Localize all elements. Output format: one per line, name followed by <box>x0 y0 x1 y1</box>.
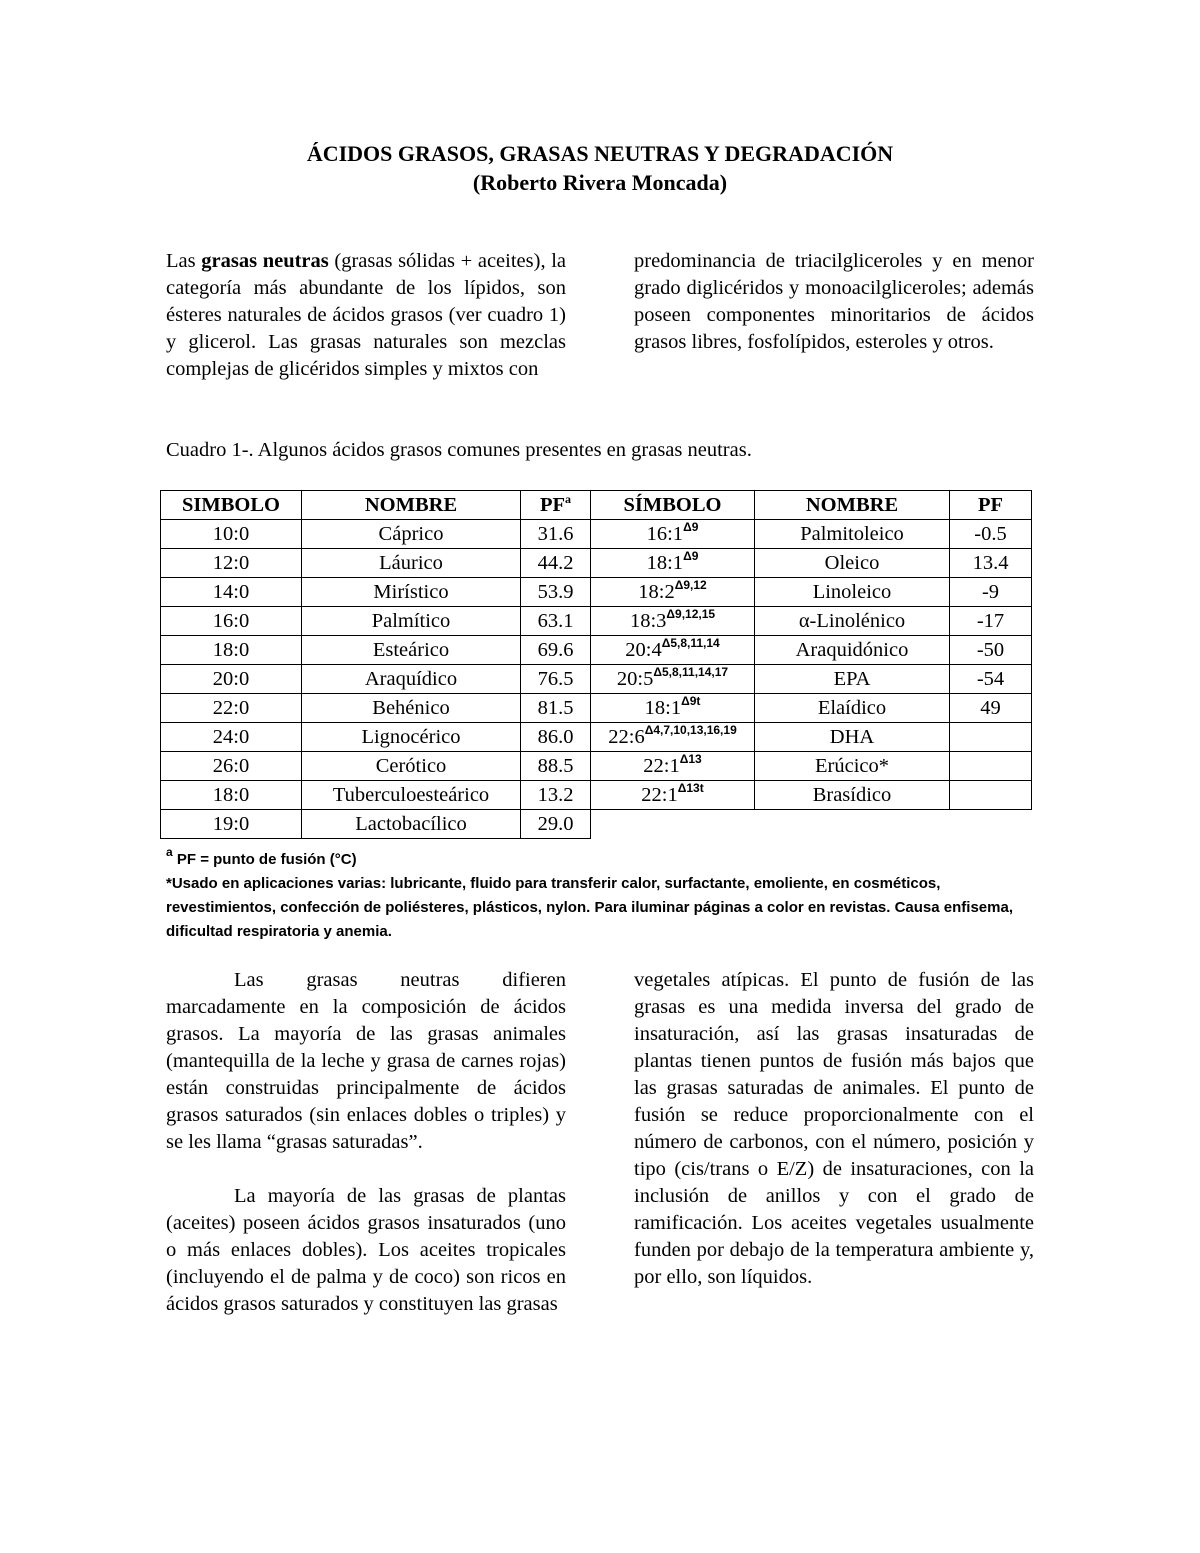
symbol-text: 20:5 <box>616 668 654 690</box>
symbol-cell <box>591 694 755 723</box>
symbol-cell: 10:0 <box>161 520 302 549</box>
header-symbol-right: SÍMBOLO <box>591 491 755 520</box>
pf-cell: 86.0 <box>521 723 591 752</box>
double-bond-position: Δ9,12,15 <box>666 607 716 621</box>
table-row <box>161 578 1032 607</box>
symbol-text: 22:6 <box>608 726 645 748</box>
symbol-cell <box>591 752 755 781</box>
name-cell: Láurico <box>302 549 521 578</box>
pf-cell: 13.4 <box>950 549 1032 578</box>
intro-paragraph <box>166 248 566 383</box>
symbol-cell <box>591 781 755 810</box>
intro-text-start: Las <box>166 250 196 272</box>
intro-paragraph-continued: predominancia de triacilgliceroles y en menor grado diglicéridos y monoacilgliceroles; además poseen componentes minoritarios de ácidos grasos libres, fosfolípidos, esteroles y otros. <box>634 250 1034 353</box>
double-bond-position: Δ13t <box>677 781 704 795</box>
symbol-cell: 16:0 <box>161 607 302 636</box>
symbol-text: 18:2 <box>638 581 675 603</box>
header-pf-left <box>521 491 591 520</box>
symbol-text: 20:4 <box>625 639 662 661</box>
table-row <box>161 781 1032 810</box>
empty-cell <box>591 810 1032 839</box>
table-row <box>161 752 1032 781</box>
paragraph-gap <box>166 1156 566 1183</box>
name-cell: Cerótico <box>302 752 521 781</box>
double-bond-position: Δ13 <box>679 752 702 766</box>
name-cell: Elaídico <box>755 694 950 723</box>
symbol-cell: 12:0 <box>161 549 302 578</box>
double-bond-position: Δ9,12 <box>674 578 707 592</box>
name-cell: Araquídico <box>302 665 521 694</box>
symbol-cell <box>591 549 755 578</box>
table-row <box>161 723 1032 752</box>
footnote-pf <box>166 845 1046 872</box>
symbol-text: 22:1 <box>641 784 678 806</box>
double-bond-position: Δ9 <box>683 520 699 534</box>
name-cell: EPA <box>755 665 950 694</box>
pf-cell: -0.5 <box>950 520 1032 549</box>
footnote-pf-text: PF = punto de fusión (°C) <box>176 851 357 868</box>
symbol-cell: 18:0 <box>161 781 302 810</box>
symbol-text: 16:1 <box>646 523 684 545</box>
name-cell: DHA <box>755 723 950 752</box>
double-bond-position: Δ4,7,10,13,16,19 <box>644 723 737 737</box>
pf-cell: 81.5 <box>521 694 591 723</box>
table-row <box>161 607 1032 636</box>
pf-cell: 49 <box>950 694 1032 723</box>
footnote-mark: a <box>166 845 173 859</box>
pf-cell <box>950 781 1032 810</box>
name-cell: Cáprico <box>302 520 521 549</box>
name-cell: Tuberculoesteárico <box>302 781 521 810</box>
body-column-left <box>166 967 566 1318</box>
double-bond-position: Δ9t <box>681 694 701 708</box>
symbol-cell: 18:0 <box>161 636 302 665</box>
intro-column-right <box>634 248 1034 356</box>
intro-column-left <box>166 248 566 383</box>
pf-cell: -50 <box>950 636 1032 665</box>
pf-cell <box>950 752 1032 781</box>
table-header-row <box>161 491 1032 520</box>
pf-cell: 63.1 <box>521 607 591 636</box>
name-cell: Oleico <box>755 549 950 578</box>
header-pf-text: PF <box>539 494 566 516</box>
symbol-cell: 14:0 <box>161 578 302 607</box>
pf-cell: 53.9 <box>521 578 591 607</box>
symbol-cell <box>591 520 755 549</box>
symbol-cell: 20:0 <box>161 665 302 694</box>
name-cell: Palmitoleico <box>755 520 950 549</box>
fatty-acids-table <box>160 490 1032 839</box>
symbol-text: 18:1 <box>644 697 682 719</box>
symbol-text: 18:3 <box>629 610 667 632</box>
pf-cell: -9 <box>950 578 1032 607</box>
name-cell: Lignocérico <box>302 723 521 752</box>
double-bond-position: Δ5,8,11,14 <box>661 636 720 650</box>
table-caption: Cuadro 1-. Algunos ácidos grasos comunes presentes en grasas neutras. <box>166 439 752 461</box>
double-bond-position: Δ9 <box>683 549 699 563</box>
symbol-cell: 19:0 <box>161 810 302 839</box>
table-body <box>161 520 1032 839</box>
body-paragraph: La mayoría de las grasas de plantas (aceites) poseen ácidos grasos insaturados (uno o más enlaces dobles). Los aceites tropicales (incluyendo el de palma y de coco) son ricos en ácidos grasos saturados y constituyen las grasas <box>166 1185 566 1315</box>
symbol-cell: 24:0 <box>161 723 302 752</box>
table-row <box>161 636 1032 665</box>
name-cell: Behénico <box>302 694 521 723</box>
symbol-cell <box>591 578 755 607</box>
body-column-right <box>634 967 1034 1291</box>
symbol-cell <box>591 607 755 636</box>
name-cell: Mirístico <box>302 578 521 607</box>
name-cell: Linoleico <box>755 578 950 607</box>
header-name-left: NOMBRE <box>302 491 521 520</box>
header-pf-right: PF <box>950 491 1032 520</box>
document-author: (Roberto Rivera Moncada) <box>472 170 728 195</box>
name-cell: Araquidónico <box>755 636 950 665</box>
table-row <box>161 520 1032 549</box>
document-title: ÁCIDOS GRASOS, GRASAS NEUTRAS Y DEGRADACIÓN <box>306 141 894 166</box>
symbol-cell: 26:0 <box>161 752 302 781</box>
pf-cell: 88.5 <box>521 752 591 781</box>
symbol-cell: 22:0 <box>161 694 302 723</box>
name-cell: Palmítico <box>302 607 521 636</box>
pf-cell: 76.5 <box>521 665 591 694</box>
symbol-cell <box>591 636 755 665</box>
name-cell: Brasídico <box>755 781 950 810</box>
double-bond-position: Δ5,8,11,14,17 <box>653 665 729 679</box>
pf-cell <box>950 723 1032 752</box>
table-row <box>161 810 1032 839</box>
pf-cell: 29.0 <box>521 810 591 839</box>
name-cell: Lactobacílico <box>302 810 521 839</box>
intro-text-rest: (grasas sólidas + aceites), la categoría más abundante de los lípidos, son ésteres naturales de ácidos grasos (ver cuadro 1) y glicerol. Las grasas naturales son mezclas complejas de glicéridos simples y mixtos con <box>166 250 567 380</box>
pf-cell: 44.2 <box>521 549 591 578</box>
table-row <box>161 694 1032 723</box>
symbol-text: 22:1 <box>643 755 680 777</box>
table-row <box>161 549 1032 578</box>
footnote-erucic: *Usado en aplicaciones varias: lubricante, fluido para transferir calor, surfactante, emoliente, en cosméticos, revestimientos, confección de poliésteres, plásticos, nylon. Para iluminar páginas a color en revistas. Causa enfisema, dificultad respiratoria y anemia. <box>166 875 1013 940</box>
pf-cell: 31.6 <box>521 520 591 549</box>
name-cell: Erúcico* <box>755 752 950 781</box>
symbol-text: 18:1 <box>646 552 684 574</box>
table-row <box>161 665 1032 694</box>
body-paragraph: Las grasas neutras difieren marcadamente en la composición de ácidos grasos. La mayoría de las grasas animales (mantequilla de la leche y grasa de carnes rojas) están construidas principalmente de ácidos grasos saturados (sin enlaces dobles o triples) y se les llama “grasas saturadas”. <box>166 969 566 1153</box>
footnote-mark: a <box>565 492 572 506</box>
body-paragraph: vegetales atípicas. El punto de fusión de las grasas es una medida inversa del grado de insaturación, así las grasas insaturadas de plantas tienen puntos de fusión más bajos que las grasas saturadas de animales. El punto de fusión se reduce proporcionalmente con el número de carbonos, con el número, posición y tipo (cis/trans o E/Z) de insaturaciones, con la inclusión de anillos y con el grado de ramificación. Los aceites vegetales usualmente funden por debajo de la temperatura ambiente y, por ello, son líquidos. <box>634 969 1034 1288</box>
header-symbol-left: SIMBOLO <box>161 491 302 520</box>
pf-cell: 13.2 <box>521 781 591 810</box>
pf-cell: -54 <box>950 665 1032 694</box>
header-name-right: NOMBRE <box>755 491 950 520</box>
pf-cell: 69.6 <box>521 636 591 665</box>
pf-cell: -17 <box>950 607 1032 636</box>
symbol-cell <box>591 665 755 694</box>
name-cell: α-Linolénico <box>755 607 950 636</box>
table-footnotes <box>166 845 1046 944</box>
name-cell: Esteárico <box>302 636 521 665</box>
symbol-cell <box>591 723 755 752</box>
intro-bold-term: grasas neutras <box>201 250 329 272</box>
